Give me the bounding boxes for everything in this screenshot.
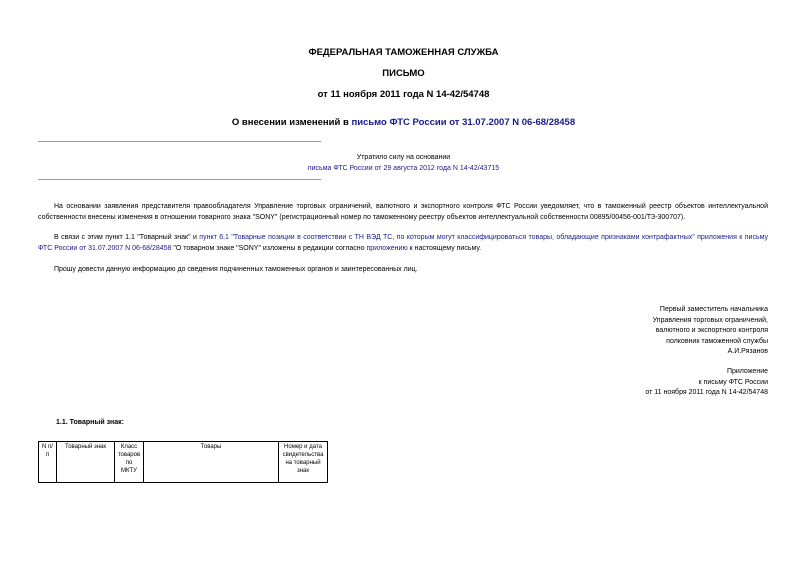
divider-top <box>38 141 321 142</box>
paragraph-2-link-2[interactable]: приложению <box>366 245 408 252</box>
paragraph-2-link-1[interactable]: пункт 6.1 "Товарные позиции в соответствии с ТН ВЭД ТС, по которым могут классифицироваться товары, обладающие признаками контрафактных" приложения к письму ФТС России от 31.07.2007 N 06-68/28458 <box>38 234 768 252</box>
signature-line-2: Управления торговых ограничений, <box>652 316 768 324</box>
agency-name: ФЕДЕРАЛЬНАЯ ТАМОЖЕННАЯ СЛУЖБА <box>308 47 499 58</box>
header-trademark: Товарный знак <box>57 442 115 483</box>
trademark-table <box>38 441 328 483</box>
repeal-letter-link[interactable]: письма ФТС России от 29 августа 2012 года N 14-42/43715 <box>307 165 500 172</box>
appendix-line-3: от 11 ноября 2011 года N 14-42/54748 <box>645 389 768 396</box>
appendix-line-2: к письму ФТС России <box>698 378 768 386</box>
subject-link[interactable]: письмо ФТС России от 31.07.2007 N 06-68/28458 <box>351 117 576 128</box>
signature-block <box>568 305 768 358</box>
appendix-line-1: Приложение <box>726 368 768 375</box>
document-type: ПИСЬМО <box>382 68 425 79</box>
paragraph-2-text-b: "О товарном знаке "SONY" изложены в редакции согласно <box>171 245 367 252</box>
section-title: 1.1. Товарный знак: <box>56 419 125 426</box>
header-certificate: Номер и дата свидетельства на товарный знак <box>279 442 328 483</box>
header-goods: Товары <box>144 442 279 483</box>
paragraph-1: На основании заявления представителя правообладателя Управление торговых ограничений, валютного и экспортного контроля ФТС России уведомляет, что в таможенный реестр объектов интеллектуальной собственности внесены изменения в отношении товарного знака "SONY" (регистрационный номер по таможенному реестру объектов интеллектуальной собственности 00895/00456-001/ТЗ-300707). <box>38 203 768 221</box>
status-link-line <box>0 165 807 172</box>
document-date-number: от 11 ноября 2011 года N 14-42/54748 <box>317 89 490 100</box>
paragraph-2-text-a: В связи с этим пункт 1.1 "Товарный знак" и <box>54 234 200 241</box>
signature-line-4: полковник таможенной службы <box>666 337 768 345</box>
appendix-block <box>568 367 768 399</box>
paragraph-2 <box>38 232 768 254</box>
document-subject <box>0 117 807 128</box>
table-header-row <box>39 442 328 483</box>
paragraph-2-text-c: к настоящему письму. <box>407 245 482 252</box>
status-line: Утратило силу на основании <box>356 154 451 161</box>
divider-bottom <box>38 179 321 180</box>
signature-name: А.И.Рязанов <box>727 348 768 355</box>
signature-line-3: валютного и экспортного контроля <box>655 327 768 334</box>
subject-prefix: О внесении изменений в <box>231 117 352 128</box>
signature-line-1: Первый заместитель начальника <box>659 306 768 313</box>
paragraph-3: Прошу довести данную информацию до сведения подчиненных таможенных органов и заинтересованных лиц. <box>54 266 418 273</box>
header-class: Класс товаров по МКТУ <box>115 442 144 483</box>
header-number: N п/п <box>39 442 57 483</box>
